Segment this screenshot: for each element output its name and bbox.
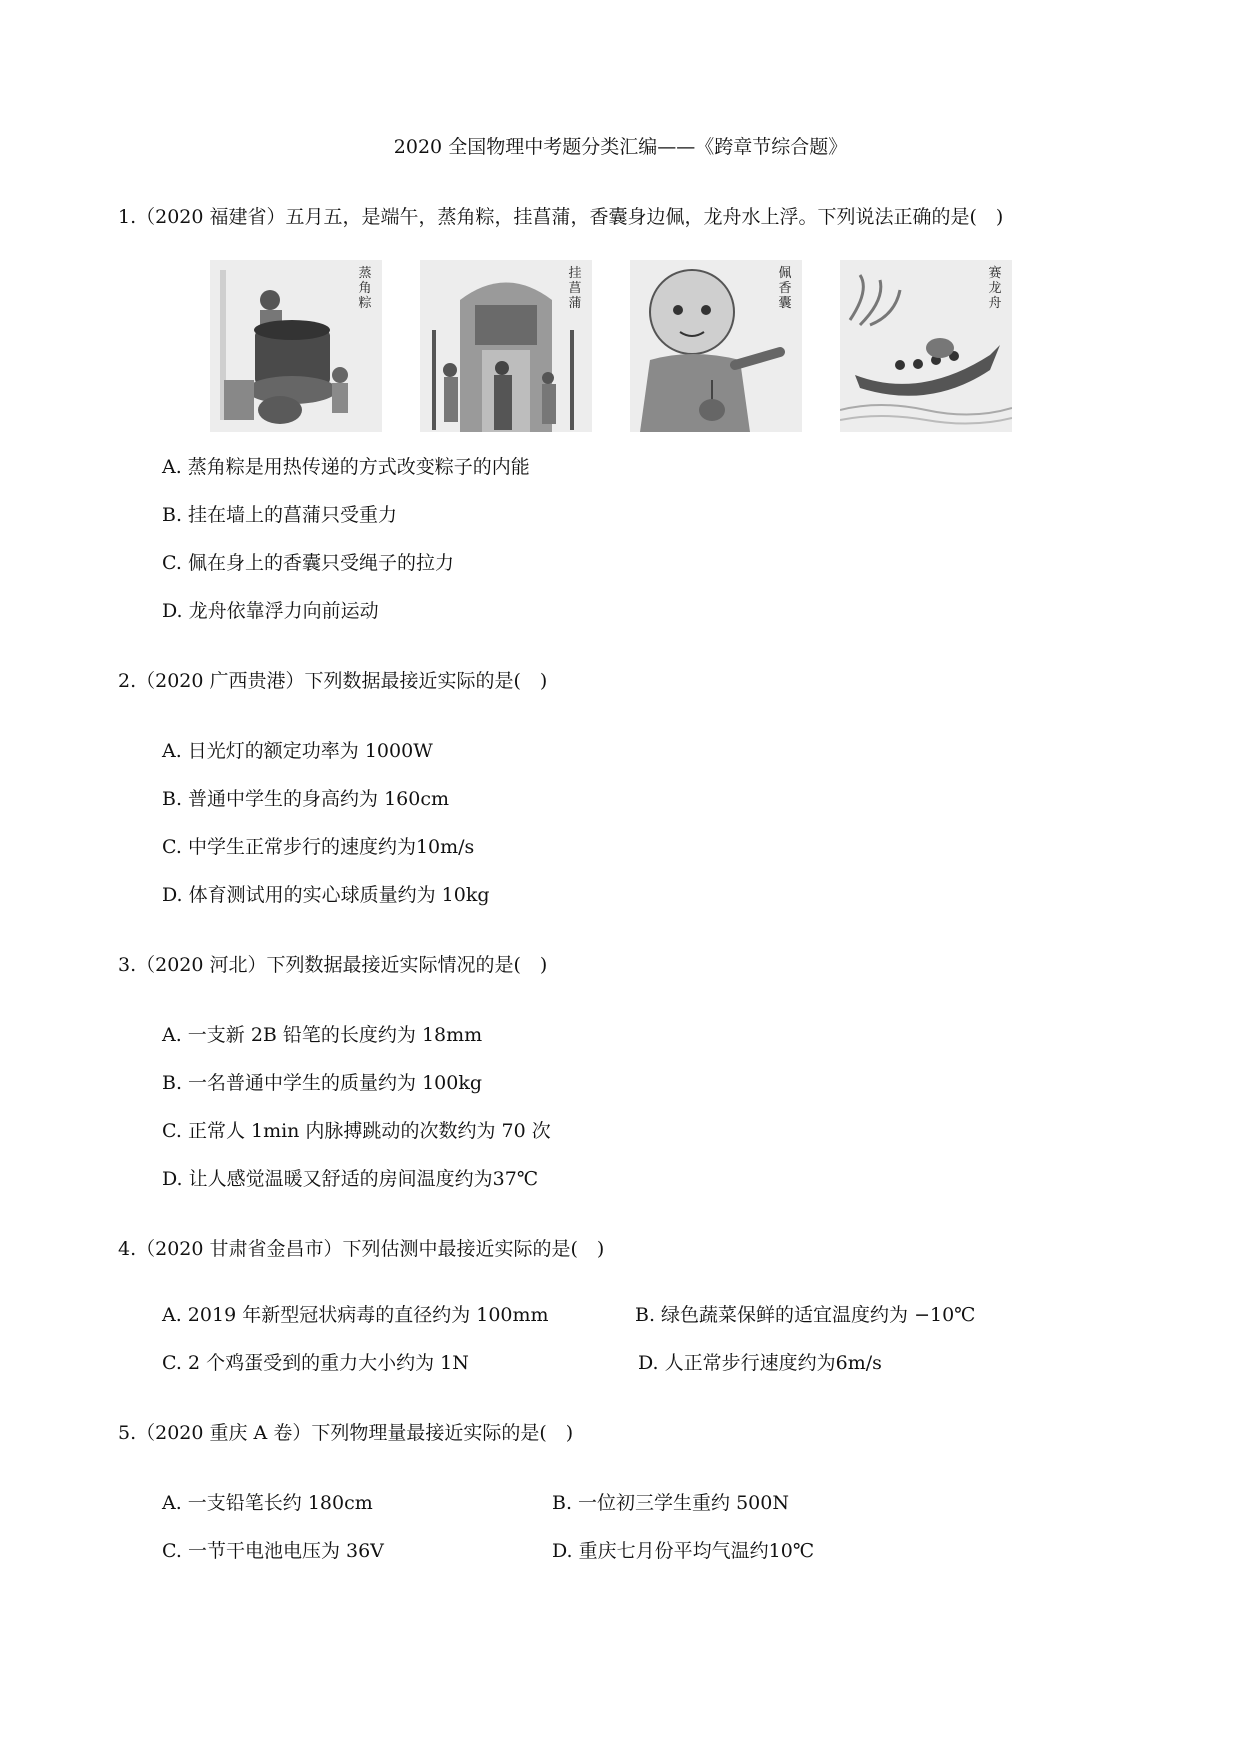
image-caption: 挂菖蒲 [568,266,582,311]
question-1-option-d: D. 龙舟依靠浮力向前运动 [162,600,379,622]
question-5-option-a: A. 一支铅笔长约 180cm [162,1492,373,1514]
question-1-images [210,260,1030,432]
question-1-option-a: A. 蒸角粽是用热传递的方式改变粽子的内能 [162,456,530,478]
zongzi-steaming-illustration-icon [210,260,382,432]
question-4-stem: 4.（2020 甘肃省金昌市）下列估测中最接近实际的是( ) [118,1238,605,1260]
question-4-option-c: C. 2 个鸡蛋受到的重力大小约为 1N [162,1352,469,1374]
question-2-option-d: D. 体育测试用的实心球质量约为 10kg [162,884,490,906]
sachet-child-illustration-icon [630,260,802,432]
question-2-option-c: C. 中学生正常步行的速度约为10m/s [162,836,475,858]
question-2-option-a: A. 日光灯的额定功率为 1000W [162,740,433,762]
question-2-stem: 2.（2020 广西贵港）下列数据最接近实际的是( ) [118,670,548,692]
question-1-option-c: C. 佩在身上的香囊只受绳子的拉力 [162,552,454,574]
question-5-option-c: C. 一节干电池电压为 36V [162,1540,384,1562]
question-4-option-b: B. 绿色蔬菜保鲜的适宜温度约为 −10℃ [635,1304,976,1326]
image-caption: 佩香囊 [778,266,792,311]
question-2-option-b: B. 普通中学生的身高约为 160cm [162,788,450,810]
question-3-stem: 3.（2020 河北）下列数据最接近实际情况的是( ) [118,954,548,976]
question-4-option-d: D. 人正常步行速度约为6m/s [638,1352,882,1374]
question-3-option-b: B. 一名普通中学生的质量约为 100kg [162,1072,483,1094]
image-caption: 蒸角粽 [358,266,372,311]
question-4-option-a: A. 2019 年新型冠状病毒的直径约为 100mm [162,1304,549,1326]
question-1-stem: 1.（2020 福建省）五月五，是端午，蒸角粽，挂菖蒲，香囊身边佩，龙舟水上浮。下列说法正确的是( ) [118,206,1004,228]
dragon-boat-illustration-icon [840,260,1012,432]
question-5-option-b: B. 一位初三学生重约 500N [552,1492,789,1514]
question-3-option-a: A. 一支新 2B 铅笔的长度约为 18mm [162,1024,483,1046]
image-caption: 赛龙舟 [988,266,1002,311]
question-3-option-d: D. 让人感觉温暖又舒适的房间温度约为37℃ [162,1168,539,1190]
question-5-stem: 5.（2020 重庆 A 卷）下列物理量最接近实际的是( ) [118,1422,574,1444]
hanging-calamus-illustration-icon [420,260,592,432]
document-title: 2020 全国物理中考题分类汇编——《跨章节综合题》 [393,136,848,158]
question-3-option-c: C. 正常人 1min 内脉搏跳动的次数约为 70 次 [162,1120,551,1142]
question-1-option-b: B. 挂在墙上的菖蒲只受重力 [162,504,398,526]
question-5-option-d: D. 重庆七月份平均气温约10℃ [552,1540,815,1562]
